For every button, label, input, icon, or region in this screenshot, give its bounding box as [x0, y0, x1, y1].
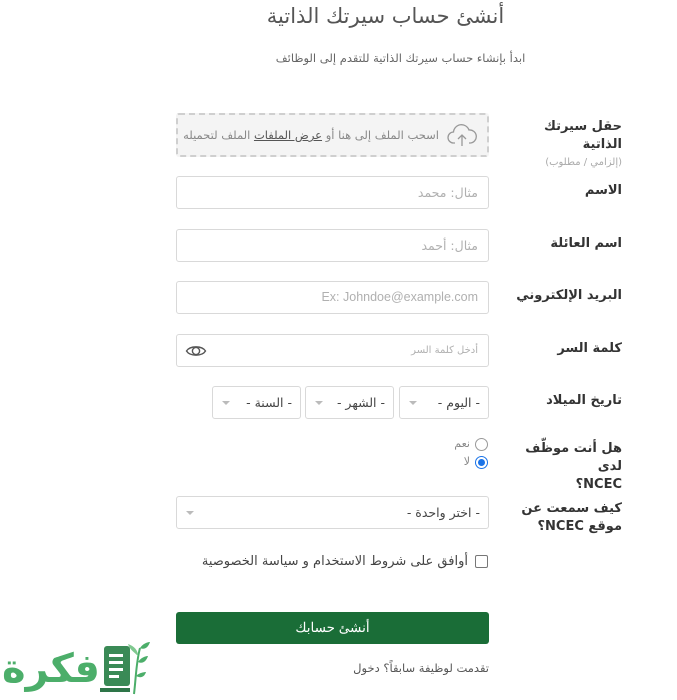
page-title: أنشئ حساب سيرتك الذاتية	[266, 4, 505, 28]
last-name-input[interactable]	[176, 229, 489, 262]
password-label: كلمة السر	[557, 341, 622, 356]
radio-no-label: لا	[463, 455, 470, 468]
last-name-placeholder: مثال: أحمد	[421, 238, 478, 253]
browse-files-link[interactable]: عرض الملفات	[253, 128, 323, 142]
first-name-label: الاسم	[584, 183, 622, 198]
dropzone-text	[183, 115, 439, 155]
radio-option-yes[interactable]	[440, 436, 490, 454]
cv-dropzone[interactable]	[176, 113, 489, 157]
terms-row[interactable]	[202, 553, 488, 571]
dropzone-text-before: اسحب الملف إلى هنا أو	[325, 128, 439, 142]
terms-label: أوافق على شروط الاستخدام و سياسة الخصوصية	[201, 554, 468, 569]
last-name-label: اسم العائلة	[550, 236, 622, 251]
eye-icon[interactable]	[185, 342, 207, 360]
birth-month-select[interactable]	[305, 386, 394, 419]
radio-yes[interactable]	[475, 438, 488, 451]
create-account-button[interactable]: أنشئ حسابك	[176, 612, 489, 644]
radio-option-no[interactable]	[440, 454, 490, 472]
source-label-line1: كيف سمعت عن	[521, 501, 622, 516]
watermark-logo	[0, 636, 160, 700]
birth-date-label: تاريخ الميلاد	[546, 393, 622, 408]
chevron-down-icon	[222, 401, 230, 405]
employee-label-line2: NCEC؟	[575, 477, 622, 492]
birth-month-value: - الشهر -	[336, 395, 385, 410]
employee-row	[0, 436, 677, 492]
password-input[interactable]	[176, 334, 489, 367]
page-subtitle: ابدأ بإنشاء حساب سيرتك الذاتية للتقدم إلى الوظائف	[275, 51, 526, 65]
logo-text: فكرة	[2, 646, 100, 692]
first-name-input[interactable]	[176, 176, 489, 209]
dropzone-text-after: الملف لتحميله	[183, 128, 251, 142]
chevron-down-icon	[315, 401, 323, 405]
source-select[interactable]	[176, 496, 489, 529]
cv-required-note: (إلزامي / مطلوب)	[545, 157, 622, 168]
cv-label	[512, 118, 622, 172]
cv-row	[0, 113, 677, 168]
source-label	[512, 500, 622, 536]
source-value: - اختر واحدة -	[406, 505, 480, 520]
email-row	[0, 281, 677, 314]
source-label-line2: موقع NCEC؟	[537, 519, 622, 534]
cloud-upload-icon	[447, 122, 477, 148]
birth-date-row	[0, 386, 677, 419]
email-input[interactable]	[176, 281, 489, 314]
document-plant-icon	[96, 638, 152, 698]
email-label: البريد الإلكتروني	[516, 288, 622, 303]
birth-year-select[interactable]	[212, 386, 301, 419]
password-row	[0, 334, 677, 367]
cv-label-text: حقل سيرتك الذاتية	[543, 119, 622, 152]
source-row	[0, 496, 677, 536]
email-placeholder: Ex: Johndoe@example.com	[321, 290, 478, 304]
chevron-down-icon	[409, 401, 417, 405]
password-placeholder: أدخل كلمة السر	[411, 345, 478, 356]
first-name-placeholder: مثال: محمد	[417, 185, 478, 200]
employee-label	[512, 440, 622, 494]
birth-day-value: - اليوم -	[437, 395, 480, 410]
employee-label-line1: هل أنت موظّف لدى	[525, 441, 622, 474]
radio-yes-label: نعم	[454, 437, 470, 450]
birth-year-value: - السنة -	[246, 395, 292, 410]
chevron-down-icon	[186, 511, 194, 515]
last-name-row	[0, 229, 677, 262]
login-link[interactable]: تقدمت لوظيفة سابقاً؟ دخول	[353, 661, 489, 675]
first-name-row	[0, 176, 677, 209]
employee-radio-group	[440, 436, 490, 472]
birth-day-select[interactable]	[399, 386, 489, 419]
radio-no[interactable]	[475, 456, 488, 469]
terms-checkbox[interactable]	[475, 555, 488, 568]
